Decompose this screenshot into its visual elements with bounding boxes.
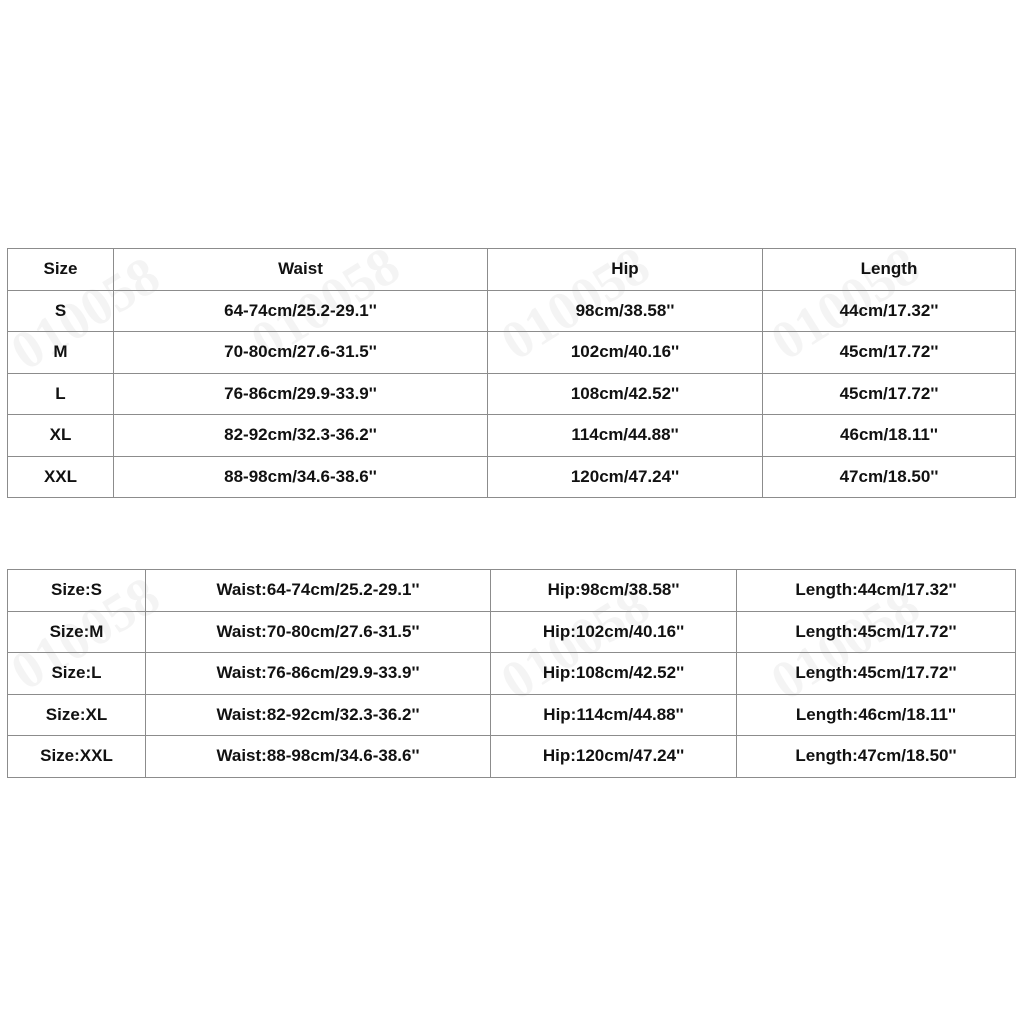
table-row bbox=[8, 332, 1016, 374]
cell-length: Length:46cm/18.11'' bbox=[737, 694, 1016, 736]
cell-hip: 98cm/38.58'' bbox=[488, 290, 763, 332]
cell-length: 45cm/17.72'' bbox=[763, 332, 1016, 374]
table-row bbox=[8, 570, 1016, 612]
cell-size: S bbox=[8, 290, 114, 332]
cell-waist: 64-74cm/25.2-29.1'' bbox=[114, 290, 488, 332]
cell-size: XL bbox=[8, 415, 114, 457]
cell-hip: Hip:108cm/42.52'' bbox=[491, 653, 737, 695]
size-chart-table bbox=[7, 248, 1016, 498]
table-row bbox=[8, 415, 1016, 457]
table-row bbox=[8, 611, 1016, 653]
cell-waist: 82-92cm/32.3-36.2'' bbox=[114, 415, 488, 457]
cell-hip: 108cm/42.52'' bbox=[488, 373, 763, 415]
cell-hip: 114cm/44.88'' bbox=[488, 415, 763, 457]
cell-hip: Hip:120cm/47.24'' bbox=[491, 736, 737, 778]
cell-hip: Hip:98cm/38.58'' bbox=[491, 570, 737, 612]
cell-waist: 76-86cm/29.9-33.9'' bbox=[114, 373, 488, 415]
cell-size: Size:M bbox=[8, 611, 146, 653]
header-waist: Waist bbox=[114, 249, 488, 291]
cell-length: Length:45cm/17.72'' bbox=[737, 611, 1016, 653]
table-row bbox=[8, 653, 1016, 695]
cell-waist: Waist:64-74cm/25.2-29.1'' bbox=[146, 570, 491, 612]
cell-waist: 70-80cm/27.6-31.5'' bbox=[114, 332, 488, 374]
table-row bbox=[8, 456, 1016, 498]
table-row bbox=[8, 373, 1016, 415]
cell-hip: 102cm/40.16'' bbox=[488, 332, 763, 374]
cell-waist: Waist:82-92cm/32.3-36.2'' bbox=[146, 694, 491, 736]
cell-size: Size:XL bbox=[8, 694, 146, 736]
cell-waist: Waist:88-98cm/34.6-38.6'' bbox=[146, 736, 491, 778]
cell-size: Size:XXL bbox=[8, 736, 146, 778]
cell-length: Length:44cm/17.32'' bbox=[737, 570, 1016, 612]
cell-size: Size:L bbox=[8, 653, 146, 695]
cell-waist: Waist:70-80cm/27.6-31.5'' bbox=[146, 611, 491, 653]
header-hip: Hip bbox=[488, 249, 763, 291]
table-row bbox=[8, 290, 1016, 332]
cell-size: Size:S bbox=[8, 570, 146, 612]
cell-size: L bbox=[8, 373, 114, 415]
cell-length: 46cm/18.11'' bbox=[763, 415, 1016, 457]
table-row bbox=[8, 736, 1016, 778]
cell-length: Length:47cm/18.50'' bbox=[737, 736, 1016, 778]
cell-length: 44cm/17.32'' bbox=[763, 290, 1016, 332]
cell-hip: 120cm/47.24'' bbox=[488, 456, 763, 498]
cell-hip: Hip:102cm/40.16'' bbox=[491, 611, 737, 653]
cell-length: 47cm/18.50'' bbox=[763, 456, 1016, 498]
table-row bbox=[8, 694, 1016, 736]
cell-size: M bbox=[8, 332, 114, 374]
cell-size: XXL bbox=[8, 456, 114, 498]
cell-hip: Hip:114cm/44.88'' bbox=[491, 694, 737, 736]
cell-waist: 88-98cm/34.6-38.6'' bbox=[114, 456, 488, 498]
size-chart-labeled-table bbox=[7, 569, 1016, 778]
cell-length: 45cm/17.72'' bbox=[763, 373, 1016, 415]
table-header-row bbox=[8, 249, 1016, 291]
header-size: Size bbox=[8, 249, 114, 291]
cell-waist: Waist:76-86cm/29.9-33.9'' bbox=[146, 653, 491, 695]
header-length: Length bbox=[763, 249, 1016, 291]
cell-length: Length:45cm/17.72'' bbox=[737, 653, 1016, 695]
